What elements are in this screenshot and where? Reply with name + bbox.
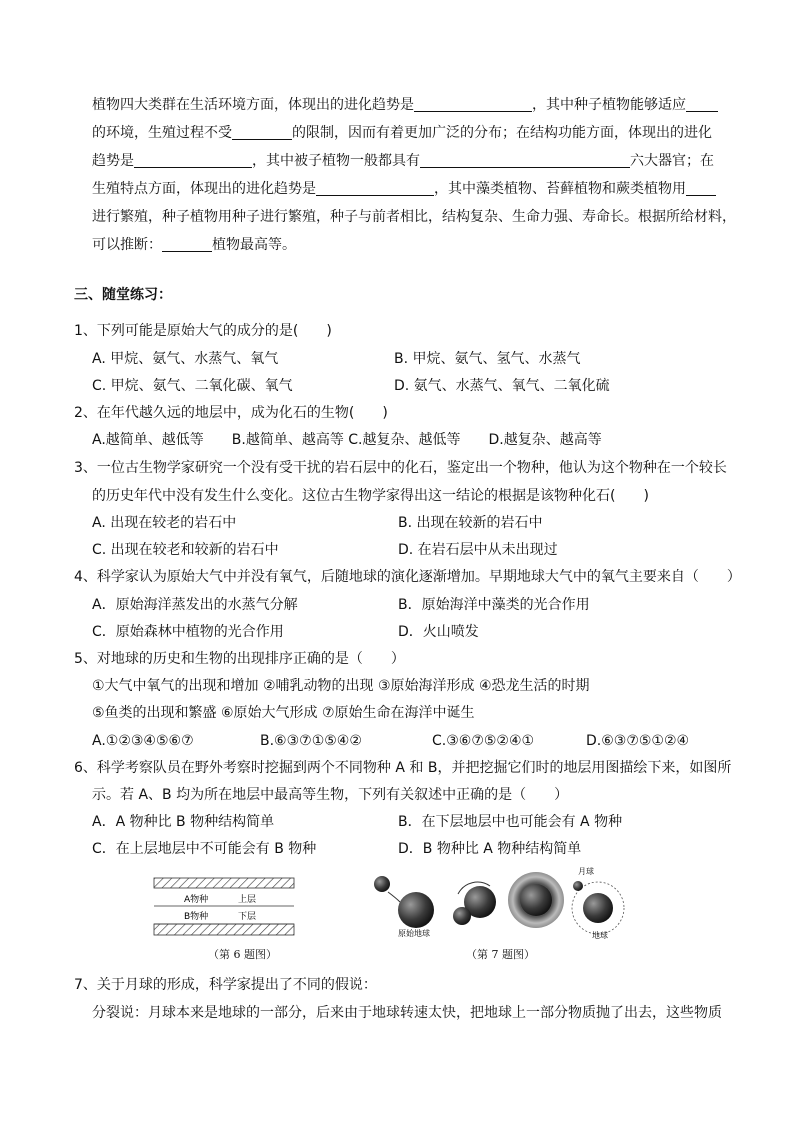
intro-line-1: 植物四大类群在生活环境方面，体现出的进化趋势是 ，其中种子植物能够适应 bbox=[92, 96, 718, 114]
moon-body bbox=[573, 881, 583, 891]
top-rock-layer bbox=[154, 878, 294, 888]
fig6-label-upper: 上层 bbox=[238, 895, 257, 905]
q5-stem: 5、对地球的历史和生物的出现排序正确的是（ ） bbox=[74, 651, 405, 667]
fig6-strata-diagram bbox=[150, 874, 300, 942]
q4-option-c[interactable]: C．原始森林中植物的光合作用 bbox=[92, 624, 284, 640]
answer-blank[interactable] bbox=[232, 125, 292, 140]
fig7-label-moon: 月球 bbox=[578, 867, 594, 876]
answer-blank[interactable] bbox=[134, 153, 252, 168]
fig7-moon-formation-diagram bbox=[366, 864, 646, 944]
earth-body bbox=[583, 893, 613, 923]
impactor-body bbox=[374, 876, 390, 892]
q5-option-b[interactable]: B.⑥③⑦①⑤④② bbox=[260, 733, 362, 749]
q7-fission-hypothesis: 分裂说：月球本来是地球的一部分，后来由于地球转速太快，把地球上一部分物质抛了出去，这些物质 bbox=[92, 1005, 722, 1021]
q5-option-c[interactable]: C.③⑥⑦⑤②④① bbox=[432, 733, 535, 749]
q5-items-1: ①大气中氧气的出现和增加 ②哺乳动物的出现 ③原始海洋形成 ④恐龙生活的时期 bbox=[92, 678, 590, 694]
answer-blank[interactable] bbox=[420, 153, 630, 168]
q4-option-a[interactable]: A．原始海洋蒸发出的水蒸气分解 bbox=[92, 597, 298, 613]
trajectory-arrow-icon bbox=[388, 892, 400, 902]
q1-stem: 1、下列可能是原始大气的成分的是( ) bbox=[74, 323, 332, 339]
q1-option-b[interactable]: B. 甲烷、氨气、氢气、水蒸气 bbox=[394, 351, 581, 367]
answer-blank[interactable] bbox=[686, 97, 718, 112]
intro-line-6: 可以推断： 植物最高等。 bbox=[92, 237, 296, 253]
fig7-label-earth: 地球 bbox=[592, 931, 608, 940]
proto-earth-body bbox=[398, 892, 434, 928]
q1-option-c[interactable]: C. 甲烷、氨气、二氧化碳、氧气 bbox=[92, 378, 293, 394]
q6-option-b[interactable]: B．在下层地层中也可能会有 A 物种 bbox=[398, 814, 623, 830]
q4-option-b[interactable]: B．原始海洋中藻类的光合作用 bbox=[398, 597, 590, 613]
fig7-caption: （第 7 题图） bbox=[466, 948, 535, 961]
q6-option-a[interactable]: A．A 物种比 B 物种结构简单 bbox=[92, 814, 275, 830]
answer-blank[interactable] bbox=[686, 181, 716, 196]
molten-earth-body bbox=[520, 884, 552, 916]
fig6-label-b: B物种 bbox=[184, 912, 209, 922]
answer-blank[interactable] bbox=[316, 181, 434, 196]
q6-option-c[interactable]: C．在上层地层中不可能会有 B 物种 bbox=[92, 841, 317, 857]
q4-option-d[interactable]: D．火山喷发 bbox=[398, 624, 479, 640]
q3-option-a[interactable]: A. 出现在较老的岩石中 bbox=[92, 515, 237, 531]
answer-blank[interactable] bbox=[162, 237, 212, 252]
q5-option-a[interactable]: A.①②③④⑤⑥⑦ bbox=[92, 733, 194, 749]
q3-option-c[interactable]: C. 出现在较老和较新的岩石中 bbox=[92, 542, 279, 558]
bottom-rock-layer bbox=[154, 924, 294, 935]
intro-line-5: 进行繁殖，种子植物用种子进行繁殖，种子与前者相比，结构复杂、生命力强、寿命长。根据所给材料， bbox=[92, 209, 736, 225]
q6-option-d[interactable]: D．B 物种比 A 物种结构简单 bbox=[398, 841, 582, 857]
q6-stem-2: 示。若 A、B 均为所在地层中最高等生物，下列有关叙述中正确的是（ ） bbox=[92, 787, 569, 803]
section-title: 三、随堂练习： bbox=[74, 287, 172, 303]
answer-blank[interactable] bbox=[414, 97, 532, 112]
q3-stem-2: 的历史年代中没有发生什么变化。这位古生物学家得出这一结论的根据是该物种化石( ) bbox=[92, 488, 649, 504]
q4-stem: 4、科学家认为原始大气中并没有氧气，后随地球的演化逐渐增加。早期地球大气中的氧气主要来自（ ） bbox=[74, 569, 741, 585]
fig6-label-lower: 下层 bbox=[238, 912, 257, 922]
fig6-label-a: A物种 bbox=[184, 895, 209, 905]
q1-option-a[interactable]: A. 甲烷、氨气、水蒸气、氧气 bbox=[92, 351, 279, 367]
q3-option-d[interactable]: D. 在岩石层中从未出现过 bbox=[398, 542, 558, 558]
q5-option-d[interactable]: D.⑥③⑦⑤①②④ bbox=[586, 733, 690, 749]
q2-stem: 2、在年代越久远的地层中，成为化石的生物( ) bbox=[74, 405, 388, 421]
collision-fragment-body bbox=[453, 907, 471, 925]
intro-line-4: 生殖特点方面，体现出的进化趋势是 ，其中藻类植物、苔藓植物和蕨类植物用 bbox=[92, 180, 716, 198]
q3-stem-1: 3、一位古生物学家研究一个没有受干扰的岩石层中的化石，鉴定出一个物种，他认为这个物种在一个较长 bbox=[74, 460, 727, 476]
q2-options[interactable]: A.越简单、越低等 B.越简单、越高等 C.越复杂、越低等 D.越复杂、越高等 bbox=[92, 432, 602, 448]
q7-stem: 7、关于月球的形成，科学家提出了不同的假说： bbox=[74, 977, 377, 993]
q1-option-d[interactable]: D. 氨气、水蒸气、氧气、二氧化硫 bbox=[394, 378, 610, 394]
intro-line-3: 趋势是 ，其中被子植物一般都具有 六大器官；在 bbox=[92, 153, 714, 169]
q5-items-2: ⑤鱼类的出现和繁盛 ⑥原始大气形成 ⑦原始生命在海洋中诞生 bbox=[92, 705, 475, 721]
q6-stem-1: 6、科学考察队员在野外考察时挖掘到两个不同物种 A 和 B，并把挖掘它们时的地层用图描绘下来，如图所 bbox=[74, 760, 732, 776]
intro-line-2: 的环境，生殖过程不受 的限制，因而有着更加广泛的分布；在结构功能方面，体现出的进化 bbox=[92, 125, 712, 141]
fig6-caption: （第 6 题图） bbox=[208, 948, 277, 961]
q3-option-b[interactable]: B. 出现在较新的岩石中 bbox=[398, 515, 543, 531]
fig7-label-proto-earth: 原始地球 bbox=[398, 929, 430, 938]
